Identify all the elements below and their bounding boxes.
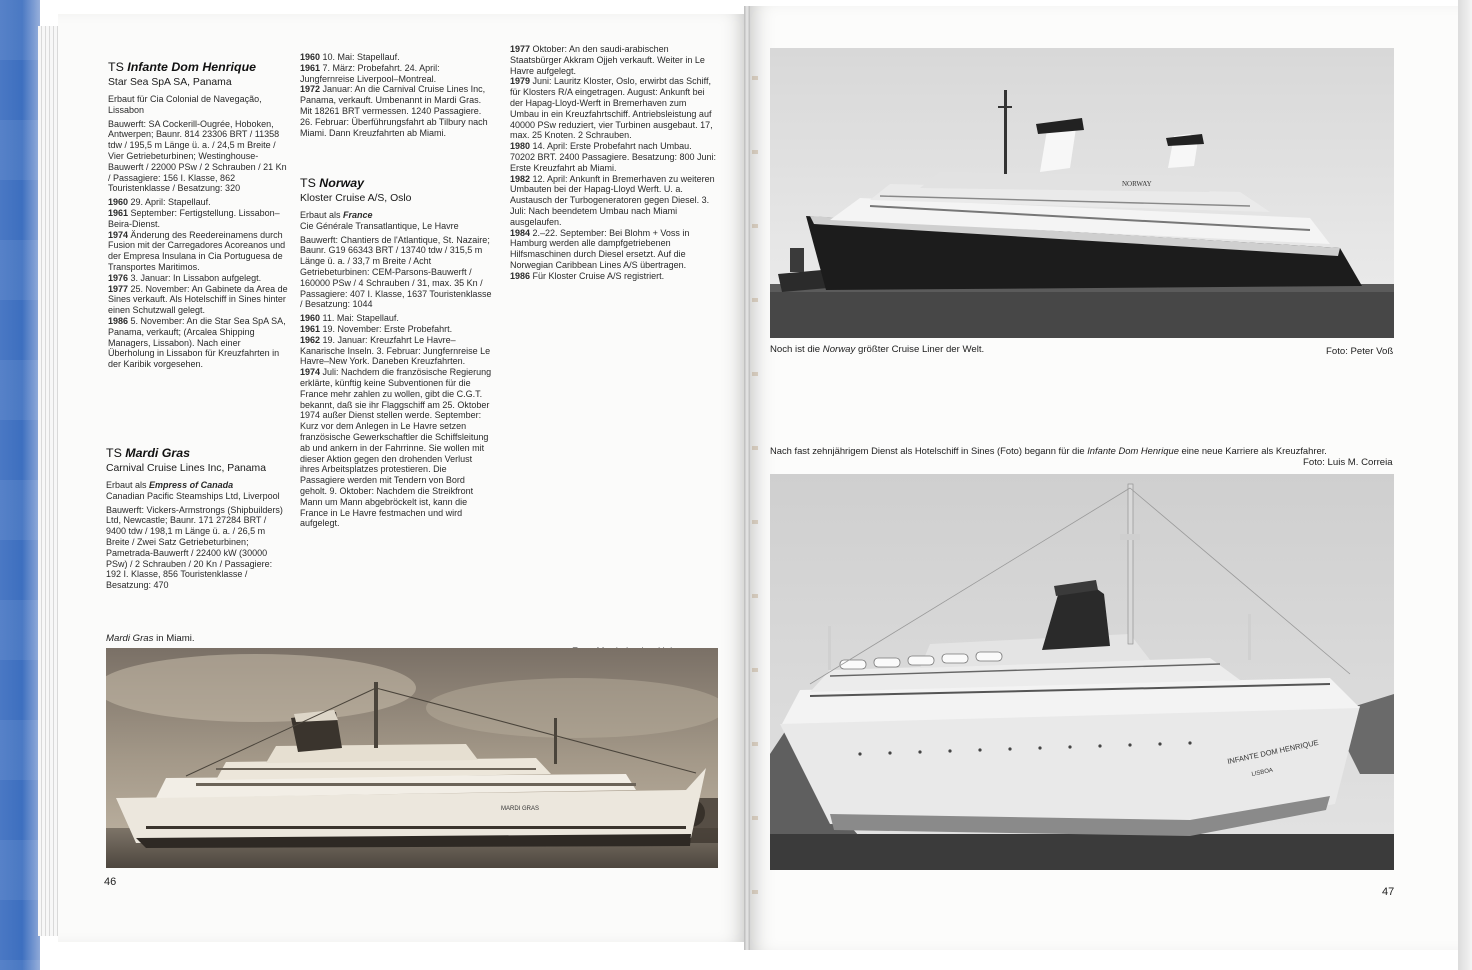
hull-name-norway: NORWAY — [1122, 180, 1152, 188]
background-right-surface — [1458, 0, 1472, 970]
hull-registry-infante: LISBOA — [1251, 767, 1274, 778]
built-as: Erbaut als Empress of Canada — [106, 480, 234, 490]
history-list — [108, 197, 288, 370]
photo-caption-norway: Noch ist die Norway größter Cruise Liner der Welt. — [770, 344, 985, 355]
history-entry: 1979 Juni: Lauritz Kloster, Oslo, erwirbt das Schiff, für Klosters R/A eingetragen. August: Ankunft bei der Hapag-Lloyd-Werft in Bremerhaven zum Umbau in ein Kreuzfahrtschiff. Antriebsleistung auf 40000 PSw reduziert, vier Turbinen ausgebaut. 17, max. 25 Knoten. 2 Schrauben. — [510, 76, 713, 141]
built-as: Erbaut als France — [300, 210, 373, 220]
history-entry: 1974 Juli: Nachdem die französische Regierung erklärte, künftig keine Subventionen für die France mehr zahlen zu wollen, gibt die C.G.T. bekannt, daß sie ihr Flaggschiff am 25. Oktober 1974 außer Dienst stellen werde. September: Kurz vor dem Anlegen in Le Havre setzen französische Gewerkschaftler die Schiffsleitung ab und ankern in der Fahrrinne. Sie wollen mit dieser Aktion gegen den drohenden Verlust ihres Arbeitsplatzes protestieren. Die Passagiere werden mit Tendern von Bord geholt. 9. Oktober: Nachdem die Streikfront Mann um Mann abgebröckelt ist, kann die France in Le Havre festmachen und wird aufgelegt. — [300, 367, 492, 529]
built-for: Erbaut für Cia Colonial de Navegação, Lissabon — [108, 94, 262, 115]
title-prefix: TS — [300, 176, 316, 190]
ship-name: Mardi Gras — [125, 446, 191, 460]
history-entry: 1960 11. Mai: Stapellauf. — [300, 313, 399, 324]
binding-thread — [752, 6, 758, 946]
background-blue-surface — [0, 0, 40, 970]
history-entry: 1962 19. Januar: Kreuzfahrt Le Havre–Kanarische Inseln. 3. Februar: Jungfernreise Le Havre–New York. Daneben Kreuzfahrten. — [300, 334, 491, 367]
history-entry: 1960 29. April: Stapellauf. — [108, 197, 211, 208]
history-entry: 1977 25. November: An Gabinete da Area de Sines verkauft. Als Hotelschiff in Sines hinter einen Schutzwall gelegt. — [108, 283, 288, 316]
title-prefix: TS — [106, 446, 122, 460]
column-1-mardi — [106, 446, 288, 594]
hull-name-infante: INFANTE DOM HENRIQUE — [1226, 737, 1320, 766]
column-1 — [108, 60, 288, 370]
ship-name: Infante Dom Henrique — [127, 60, 257, 74]
column-2-norway — [300, 176, 494, 529]
photo-mardi-gras — [106, 648, 718, 868]
photo-infante-dom-henrique — [770, 474, 1394, 870]
history-entry: 1961 19. November: Erste Probefahrt. — [300, 323, 453, 334]
section-title-infante — [108, 60, 288, 74]
section-title-norway — [300, 176, 494, 190]
history-entry: 1976 3. Januar: In Lissabon aufgelegt. — [108, 272, 262, 283]
photo-caption-mardi: Mardi Gras in Miami. — [106, 633, 195, 644]
photo-norway — [770, 48, 1394, 338]
book-gutter — [744, 6, 750, 950]
history-entry: 1986 5. November: An die Star Sea SpA SA, Panama, verkauft; (Arcalea Shipping Managers, Lissabon). Nach einer Überholung in Lissabon für Kreuzfahrten in der Karibik vorgesehen. — [108, 315, 286, 370]
photo-credit-infante: Foto: Luis M. Correia — [1303, 457, 1393, 468]
page-number-right: 47 — [1382, 886, 1395, 898]
history-list — [300, 313, 494, 529]
ship-specs: Bauwerft: Vickers-Armstrongs (Shipbuilders) Ltd, Newcastle; Baunr. 171 27284 BRT / 9400 tdw / 198,1 m Länge ü. a. / 26,5 m Breite / Zwei Satz Getriebeturbinen; Pametrada-Bauwerft / 22400 kW (30000 PSw) / 2 Schrauben / 20 Kn / Passagiere: 192 I. Klasse, 856 Touristenklasse / Besatzung: 470 — [106, 504, 283, 591]
built-for: Cie Générale Transatlantique, Le Havre — [300, 220, 459, 231]
history-entry: 1974 Änderung des Reedereinamens durch Fusion mit der Carregadores Acoreanos und der Empresa Insulana in Cia Portuguesa de Transportes Maritimos. — [108, 229, 286, 272]
history-list — [510, 44, 716, 282]
title-prefix: TS — [108, 60, 124, 74]
photo-credit-norway: Foto: Peter Voß — [1326, 346, 1394, 357]
owner-line: Star Sea SpA SA, Panama — [108, 77, 232, 88]
ship-name: Norway — [319, 176, 365, 190]
history-entry: 1982 12. April: Ankunft in Bremerhaven zu weiteren Umbauten bei der Hapag-Lloyd Werft. U. a. Austausch der Turbogeneratoren gegen Diesel. 3. Juli: Nach beendetem Umbau nach Miami ausgelaufen. — [510, 173, 715, 227]
owner-line: Kloster Cruise A/S, Oslo — [300, 193, 412, 204]
section-title-mardi — [106, 446, 288, 460]
history-entry: 1961 September: Fertigstellung. Lissabon–Beira-Dienst. — [108, 207, 280, 229]
column-2 — [300, 52, 492, 138]
history-entry: 1980 14. April: Erste Probefahrt nach Umbau. 70202 BRT. 2400 Passagiere. Besatzung: 800 Juni: Erste Kreuzfahrt ab Miami. — [510, 141, 716, 173]
history-entry: 1960 10. Mai: Stapellauf. — [300, 52, 400, 62]
history-entry: 1984 2.–22. September: Bei Blohm + Voss in Hamburg werden alle dampfgetriebenen Hilfsmaschinen durch Diesel ersetzt. Auf die Norwegian Caribbean Lines A/S übertragen. — [510, 227, 690, 270]
hull-name-mardi: MARDI GRAS — [501, 806, 540, 812]
history-entry: 1977 Oktober: An den saudi-arabischen Staatsbürger Akkram Ojjeh verkauft. Weiter in Le Havre aufgelegt. — [510, 44, 705, 76]
history-list — [300, 52, 492, 138]
built-for: Canadian Pacific Steamships Ltd, Liverpool — [106, 490, 280, 501]
column-3 — [510, 44, 716, 282]
ship-specs: Bauwerft: Chantiers de l'Atlantique, St. Nazaire; Baunr. G19 66343 BRT / 13740 tdw / 315,5 m Länge ü. a. / 33,7 m Breite / Acht Getriebeturbinen: CEM-Parsons-Bauwerft / 160000 PSw / 4 Schrauben / 31, max. 35 Kn / Passagiere: 407 I. Klasse, 1637 Touristenklasse / Besatzung: 1044 — [300, 234, 492, 310]
photo-caption-infante: Nach fast zehnjährigem Dienst als Hotelschiff in Sines (Foto) begann für die Infante Dom Henrique eine neue Karriere als Kreuzfahrer. — [770, 445, 1327, 456]
history-entry: 1961 7. März: Probefahrt. 24. April: Jungfernreise Liverpool–Montreal. — [300, 62, 440, 84]
history-entry: 1972 Januar: An die Carnival Cruise Lines Inc, Panama, verkauft. Umbenannt in Mardi Gras. Mit 18261 BRT vermessen. 1240 Passagiere. 26. Februar: Überführungsfahrt ab Tilbury nach Miami. Dann Kreuzfahrten ab Miami. — [300, 84, 488, 138]
page-number-left: 46 — [104, 876, 117, 888]
owner-line: Carnival Cruise Lines Inc, Panama — [106, 463, 266, 474]
ship-specs: Bauwerft: SA Cockerill-Ougrée, Hoboken, Antwerpen; Baunr. 814 23306 BRT / 11358 tdw / 195,5 m Länge ü. a. / 24,5 m Breite / Vier Getriebeturbinen; Westinghouse-Bauwerft / 22000 PSw / 2 Schrauben / 21 Kn / Passagiere: 156 I. Klasse, 862 Touristenklasse / Besatzung: 320 — [108, 118, 287, 194]
history-entry: 1986 Für Kloster Cruise A/S registriert. — [510, 270, 665, 281]
